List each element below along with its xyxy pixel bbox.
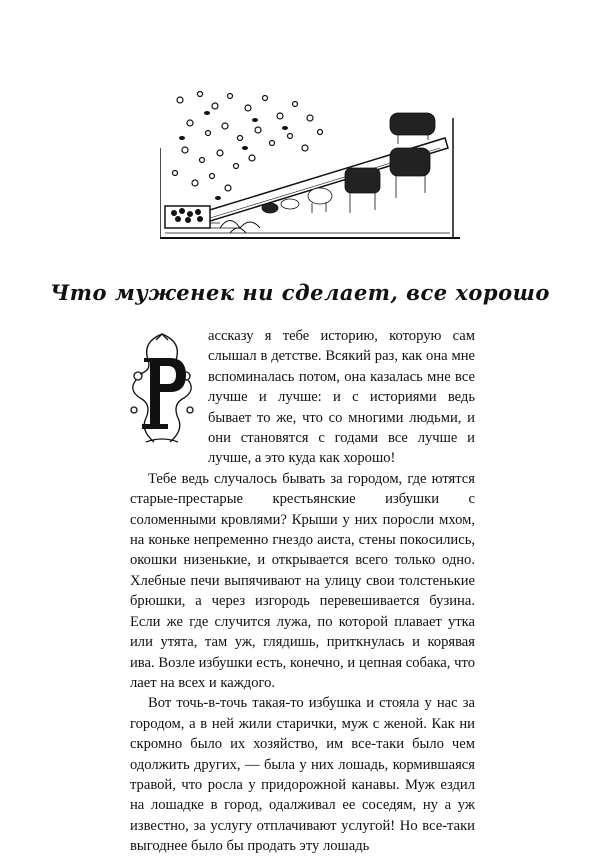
- chapter-illustration: [160, 88, 460, 243]
- paragraph: Тебе ведь случалось бывать за городом, где ютятся старые-престарые крестьянские избушки с соломенными кровлями? Крыши у них поросли мхом, на коньке непременно гнездо аиста, стены покосились, окошки низенькие, и открывается всего только одно. Хлебные печи выпячивают на улицу свои толстенькие брюшки, а через изгородь перевешивается бузина. Если же где случится лужа, по которой плавает утка или утята, там уж, глядишь, приткнулась и корявая ива. Возле избушки есть, конечно, и цепная собака, что лает на всех и каждого.: [130, 470, 475, 691]
- paragraph: ассказу я тебе историю, которую сам слышал в детстве. Всякий раз, как она мне вспоминалась потом, она казалась мне все лучше и лучше: и с историями ведь бывает то же, что со многими людьми, и они становятся с годами все лучше и лучше, а это куда как хорошо!: [208, 328, 475, 467]
- ornamental-dropcap-icon: [126, 330, 198, 450]
- chapter-title: Что муженек ни сделает, все хорошо: [50, 280, 550, 305]
- story-text: [130, 326, 475, 857]
- paragraph: Вот точь-в-точь такая-то избушка и стояла у нас за городом, а в ней жили старички, муж с женой. Как ни скромно было их хозяйство, им все-таки было чем одолжить других, — была у них лошадь, кормившаяся травой, что росла у придорожной канавы. Муж ездил на лошадке в город, одалживал ее соседям, ну а уж известно, за услугу отплачивают услугой! Но все-таки выгоднее было бы продать эту лошадь: [130, 695, 475, 855]
